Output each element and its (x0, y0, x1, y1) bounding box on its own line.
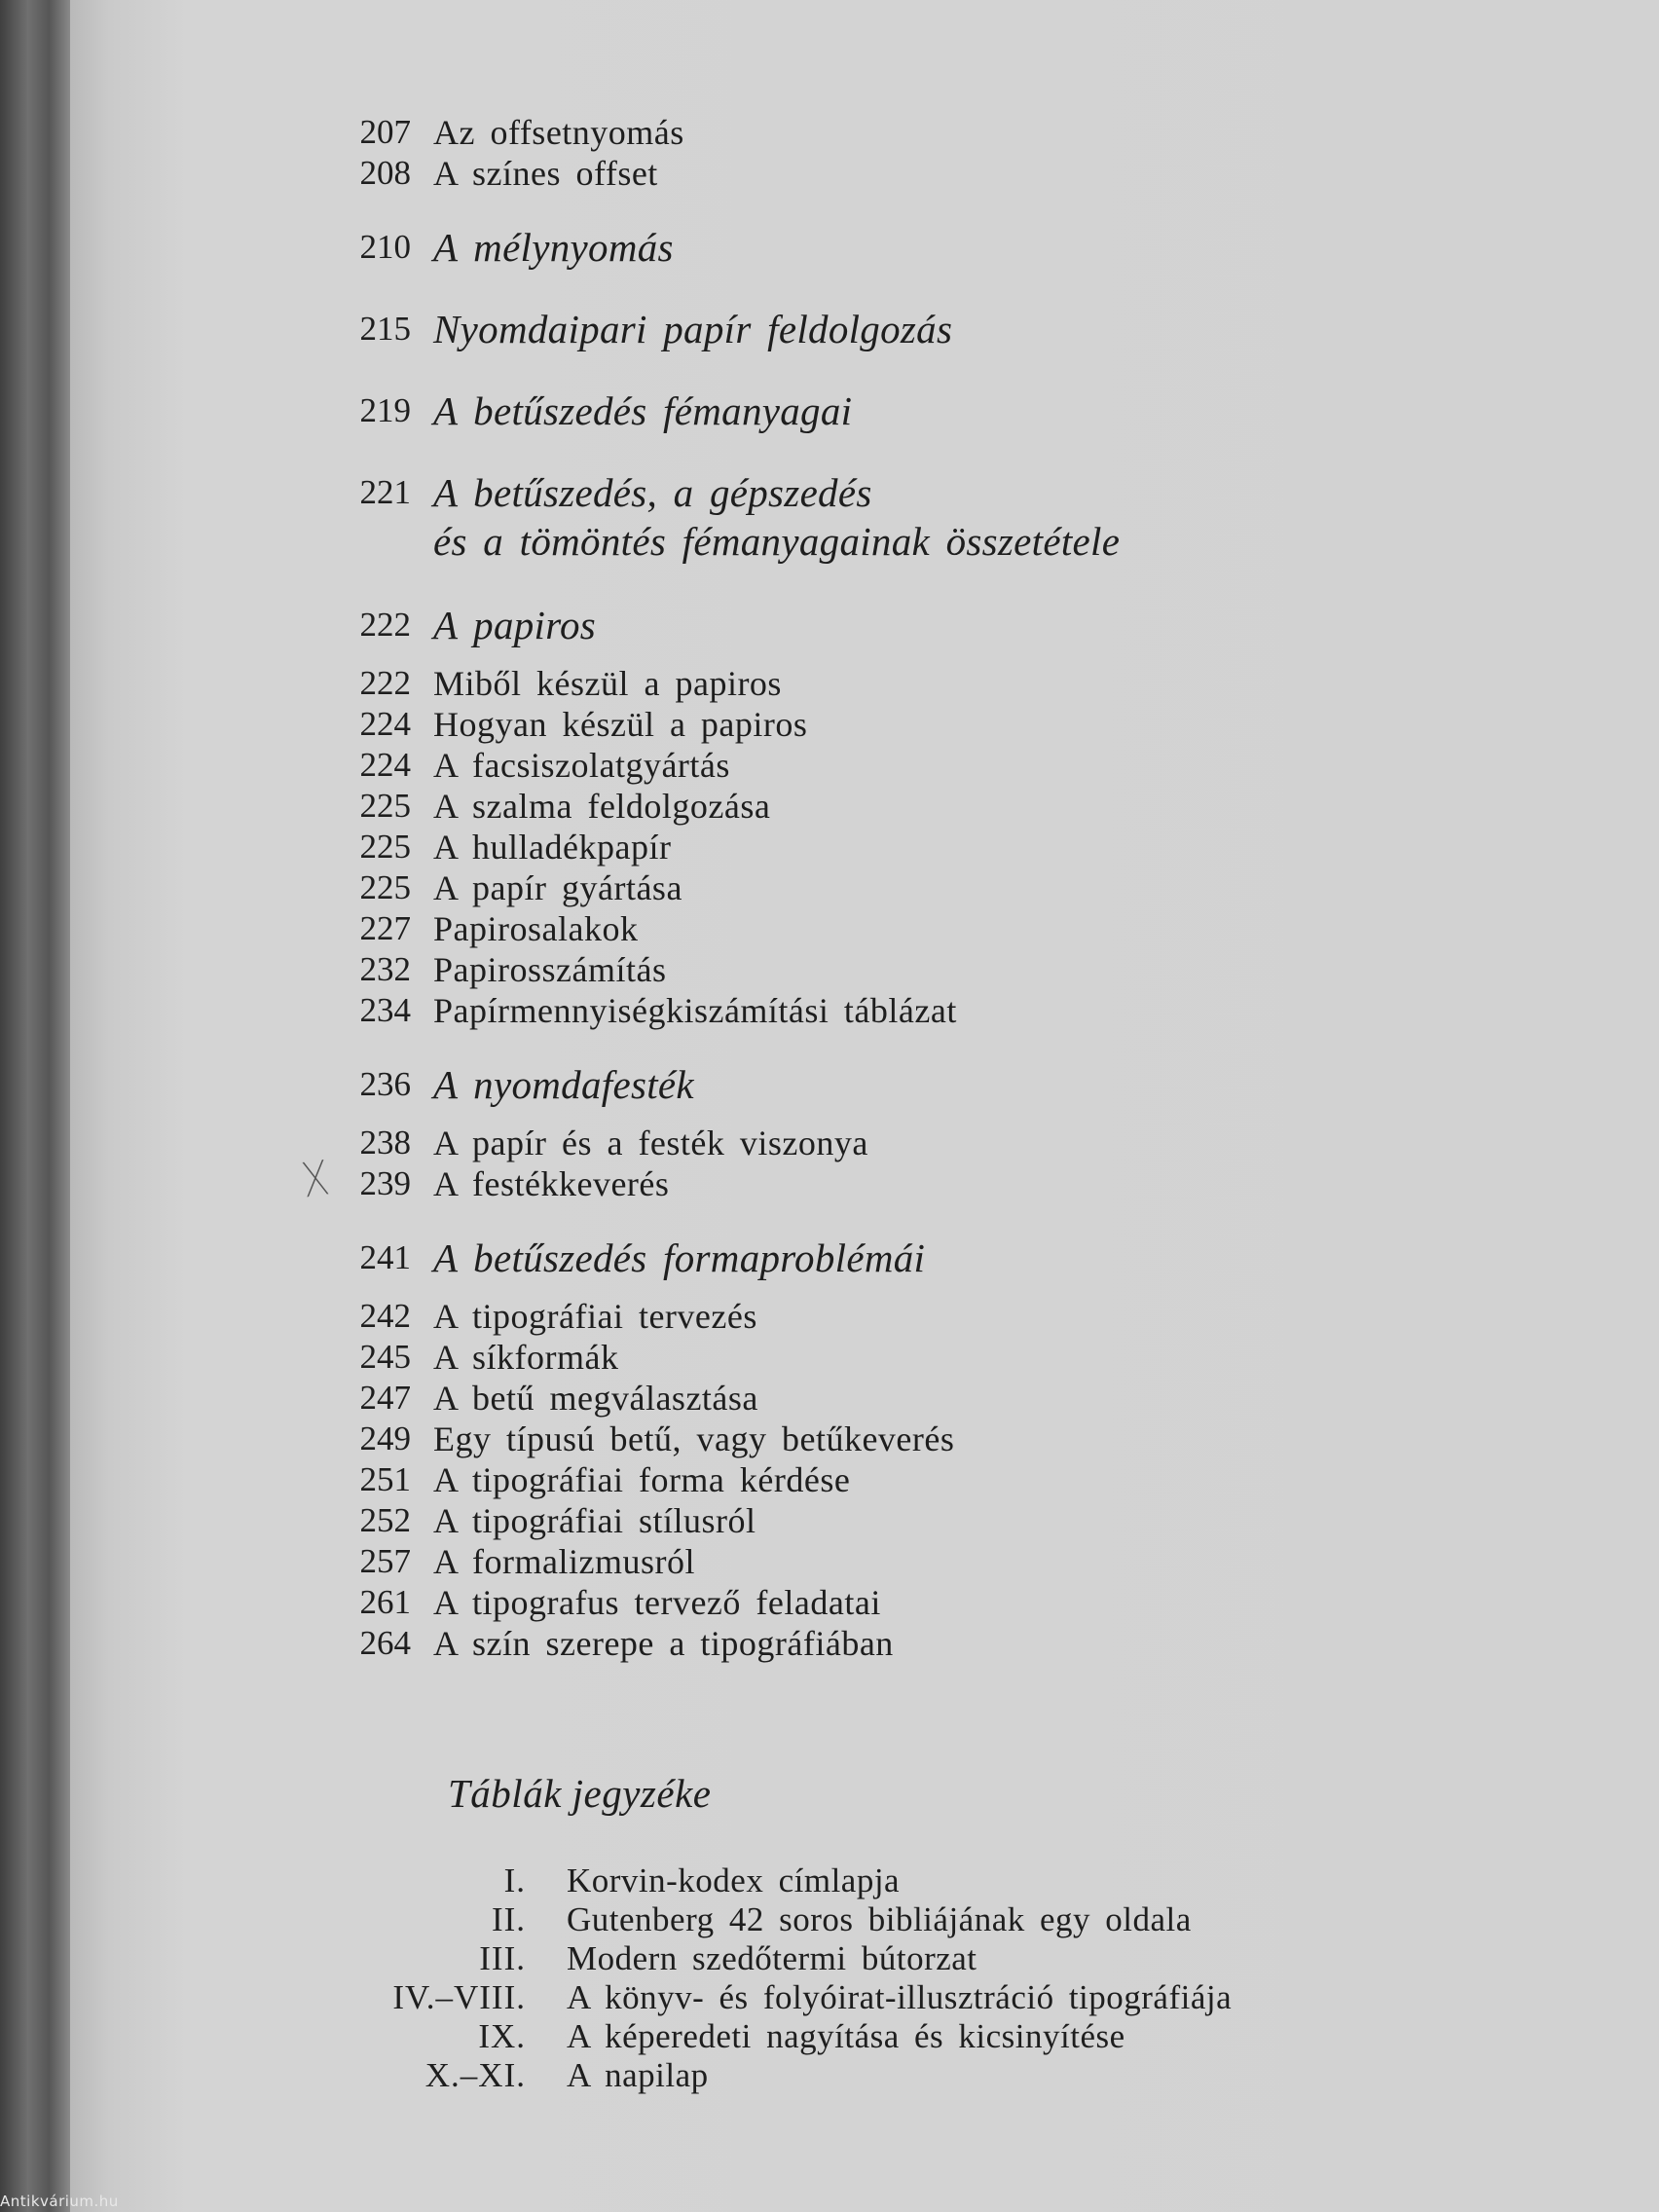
toc-title: A nyomdafesték (433, 1062, 694, 1107)
toc-entry (331, 1458, 1305, 1501)
toc-title: A facsiszolatgyártás (433, 746, 730, 785)
plate-entry (273, 1900, 1363, 1939)
toc-title: Egy típusú betű, vagy betűkeverés (433, 1419, 955, 1458)
toc-page-number: 245 (359, 1338, 411, 1376)
toc-entry (331, 1162, 1305, 1205)
toc-title: és a tömöntés fémanyagainak összetétele (433, 519, 1121, 564)
toc-entry (331, 1295, 1305, 1338)
toc-title: A tipografus tervező feladatai (433, 1583, 881, 1622)
toc-title: Papírmennyiségkiszámítási táblázat (433, 991, 957, 1030)
toc-title: A síkformák (433, 1338, 619, 1377)
toc-title: A színes offset (433, 154, 658, 193)
toc-page-number: 222 (359, 606, 411, 644)
plate-title: A képeredeti nagyítása és kicsinyítése (567, 2017, 1125, 2055)
plate-entry (273, 1939, 1363, 1978)
toc-title: A papír gyártása (433, 868, 682, 907)
toc-title: Nyomdaipari papír feldolgozás (433, 307, 953, 351)
plate-numeral: III. (479, 1939, 526, 1977)
toc-entry (331, 744, 1305, 787)
toc-page-number: 251 (359, 1460, 411, 1498)
toc-entry (331, 1499, 1305, 1542)
toc-page-number: 241 (359, 1238, 411, 1276)
toc-page-number: 232 (359, 950, 411, 988)
toc-section-heading (331, 1063, 1305, 1106)
toc-title: Papirosalakok (433, 909, 639, 948)
toc-entry (331, 1336, 1305, 1379)
watermark-text: Antikvárium.hu (0, 2193, 119, 2210)
plate-numeral: I. (503, 1862, 526, 1899)
toc-title: A szín szerepe a tipográfiában (433, 1624, 894, 1663)
toc-title: A formalizmusról (433, 1542, 695, 1581)
toc-page-number: 225 (359, 868, 411, 906)
toc-page-number: 234 (359, 991, 411, 1029)
toc-entry (331, 662, 1305, 705)
toc-page-number: 257 (359, 1542, 411, 1580)
plate-title: Modern szedőtermi bútorzat (567, 1939, 977, 1977)
toc-entry (331, 703, 1305, 746)
toc-title: A tipográfiai tervezés (433, 1297, 757, 1336)
toc-page-number: 238 (359, 1124, 411, 1161)
plate-numeral: IV.–VIII. (392, 1978, 526, 2016)
plate-numeral: X.–XI. (424, 2056, 526, 2094)
toc-page-number: 208 (359, 154, 411, 192)
toc-page-number: 224 (359, 746, 411, 784)
toc-entry (331, 1540, 1305, 1583)
toc-page-number: 261 (359, 1583, 411, 1621)
toc-page-number: 221 (359, 473, 411, 511)
plate-title: Gutenberg 42 soros bibliájának egy oldala (567, 1900, 1192, 1938)
toc-entry (331, 989, 1305, 1032)
toc-page-number: 239 (359, 1164, 411, 1202)
toc-title: A papír és a festék viszonya (433, 1124, 868, 1162)
toc-page-number: 210 (359, 228, 411, 266)
toc-section-heading (331, 308, 1305, 350)
toc-entry (331, 1622, 1305, 1665)
plate-entry (273, 1862, 1363, 1900)
toc-page-number: 225 (359, 828, 411, 866)
toc-title: Miből készül a papiros (433, 664, 782, 703)
toc-title: A betűszedés formaproblémái (433, 1235, 926, 1280)
toc-section-heading (331, 389, 1305, 432)
toc-entry (331, 111, 1305, 154)
toc-page-number: 227 (359, 909, 411, 947)
plate-numeral: II. (491, 1900, 526, 1938)
book-spine-edge (0, 0, 70, 2212)
plate-title: A napilap (567, 2056, 709, 2094)
toc-title: A tipográfiai stílusról (433, 1501, 756, 1540)
toc-section-heading (331, 226, 1305, 269)
toc-page-number: 225 (359, 787, 411, 825)
toc-page-number: 249 (359, 1419, 411, 1457)
plate-title: Korvin-kodex címlapja (567, 1862, 901, 1899)
toc-page-number: 222 (359, 664, 411, 702)
toc-section-heading (331, 471, 1305, 514)
toc-section-heading-continuation (331, 520, 1305, 563)
toc-entry (331, 948, 1305, 991)
toc-entry (331, 826, 1305, 868)
toc-page-number: 252 (359, 1501, 411, 1539)
toc-entry (331, 1122, 1305, 1164)
plate-numeral: IX. (478, 2017, 526, 2055)
toc-title: A betűszedés fémanyagai (433, 388, 853, 433)
toc-entry (331, 785, 1305, 828)
toc-page-number: 236 (359, 1065, 411, 1103)
plate-entry (273, 2017, 1363, 2056)
toc-entry (331, 1581, 1305, 1624)
toc-title: Az offsetnyomás (433, 113, 684, 152)
toc-title: A szalma feldolgozása (433, 787, 771, 826)
toc-page-number: 242 (359, 1297, 411, 1335)
toc-title: A hulladékpapír (433, 828, 672, 866)
plate-entry (273, 1978, 1363, 2017)
toc-entry (331, 907, 1305, 950)
toc-title: A tipográfiai forma kérdése (433, 1460, 851, 1499)
pencil-margin-mark: ᚷ (300, 1155, 331, 1202)
toc-title: A betű megválasztása (433, 1379, 758, 1418)
toc-page-number: 247 (359, 1379, 411, 1417)
toc-title: A betűszedés, a gépszedés (433, 470, 872, 515)
toc-title: A mélynyomás (433, 225, 674, 270)
toc-entry (331, 866, 1305, 909)
plate-entry (273, 2056, 1363, 2095)
toc-page-number: 264 (359, 1624, 411, 1662)
toc-page-number: 207 (359, 113, 411, 151)
toc-entry (331, 1377, 1305, 1419)
toc-title: A festékkeverés (433, 1164, 670, 1203)
toc-page-number: 215 (359, 310, 411, 348)
toc-section-heading (331, 1236, 1305, 1279)
plate-title: A könyv- és folyóirat-illusztráció tipográfiája (567, 1978, 1233, 2016)
toc-entry (331, 1418, 1305, 1460)
toc-page-number: 224 (359, 705, 411, 743)
toc-title: A papiros (433, 603, 597, 647)
toc-page-number: 219 (359, 391, 411, 429)
toc-title: Hogyan készül a papiros (433, 705, 808, 744)
toc-title: Papirosszámítás (433, 950, 667, 989)
toc-section-heading (331, 604, 1305, 646)
plates-heading: Táblák jegyzéke (448, 1771, 712, 1816)
toc-entry (331, 152, 1305, 195)
